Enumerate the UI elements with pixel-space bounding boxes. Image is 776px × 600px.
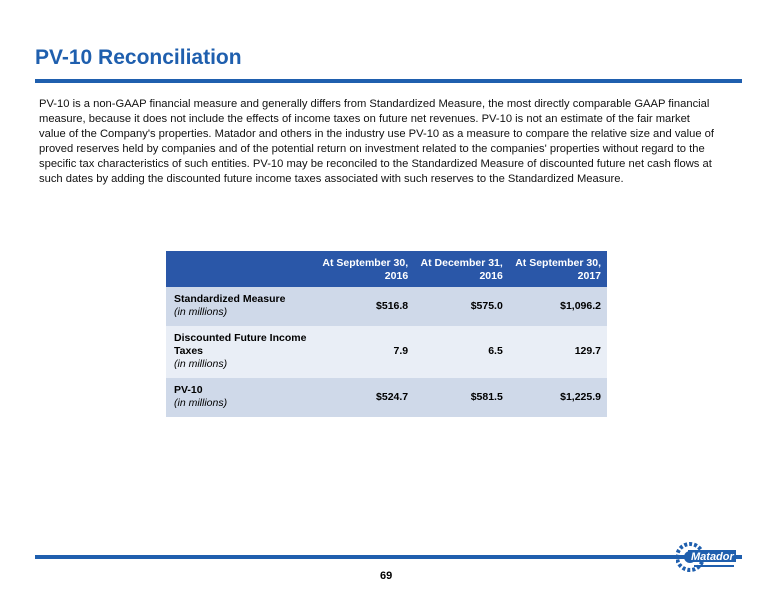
table-row <box>166 287 607 326</box>
table-cell: $1,225.9 <box>509 378 607 417</box>
table-cell: 6.5 <box>414 326 509 378</box>
page-number: 69 <box>380 570 393 582</box>
pv10-reconciliation-table <box>166 251 607 417</box>
title-divider <box>35 79 742 83</box>
row-unit: (in millions) <box>174 397 228 409</box>
intro-paragraph: PV-10 is a non-GAAP financial measure and generally differs from Standardized Measure, the most directly comparable GAAP financial measure, because it does not include the effects of income taxes on future net revenues. PV-10 is not an estimate of the fair market value of the Company's properties. Matador and others in the industry use PV-10 as a measure to compare the relative size and value of proved reserves held by companies and of the potential return on investment related to the companies' properties without regard to the specific tax characteristics of such entities. PV-10 may be reconciled to the Standardized Measure of discounted future net cash flows at such dates by adding the discounted future income taxes associated with such reserves to the Standardized Measure. <box>39 98 715 185</box>
column-header: At December 31, 2016 <box>414 251 509 287</box>
column-header: At September 30, 2017 <box>509 251 607 287</box>
footer-divider <box>35 555 742 559</box>
table-cell: $581.5 <box>414 378 509 417</box>
table-cell: $524.7 <box>316 378 414 417</box>
row-label: Standardized Measure <box>174 293 286 305</box>
row-label-cell <box>166 326 316 378</box>
row-unit: (in millions) <box>174 306 228 318</box>
table-header-row <box>166 251 607 287</box>
table-cell: 7.9 <box>316 326 414 378</box>
page-title: PV-10 Reconciliation <box>35 46 242 69</box>
row-unit: (in millions) <box>174 358 228 370</box>
table-cell: $575.0 <box>414 287 509 326</box>
row-label: Discounted Future Income Taxes <box>174 332 307 357</box>
table-cell: 129.7 <box>509 326 607 378</box>
matador-logo-icon <box>676 535 738 581</box>
header-blank-cell <box>166 251 316 287</box>
table-row <box>166 378 607 417</box>
row-label-cell <box>166 378 316 417</box>
logo-text: Matador <box>691 551 734 563</box>
column-header: At September 30, 2016 <box>316 251 414 287</box>
table-row <box>166 326 607 378</box>
row-label: PV-10 <box>174 384 203 396</box>
table-cell: $516.8 <box>316 287 414 326</box>
matador-logo <box>676 535 738 581</box>
row-label-cell <box>166 287 316 326</box>
table-cell: $1,096.2 <box>509 287 607 326</box>
